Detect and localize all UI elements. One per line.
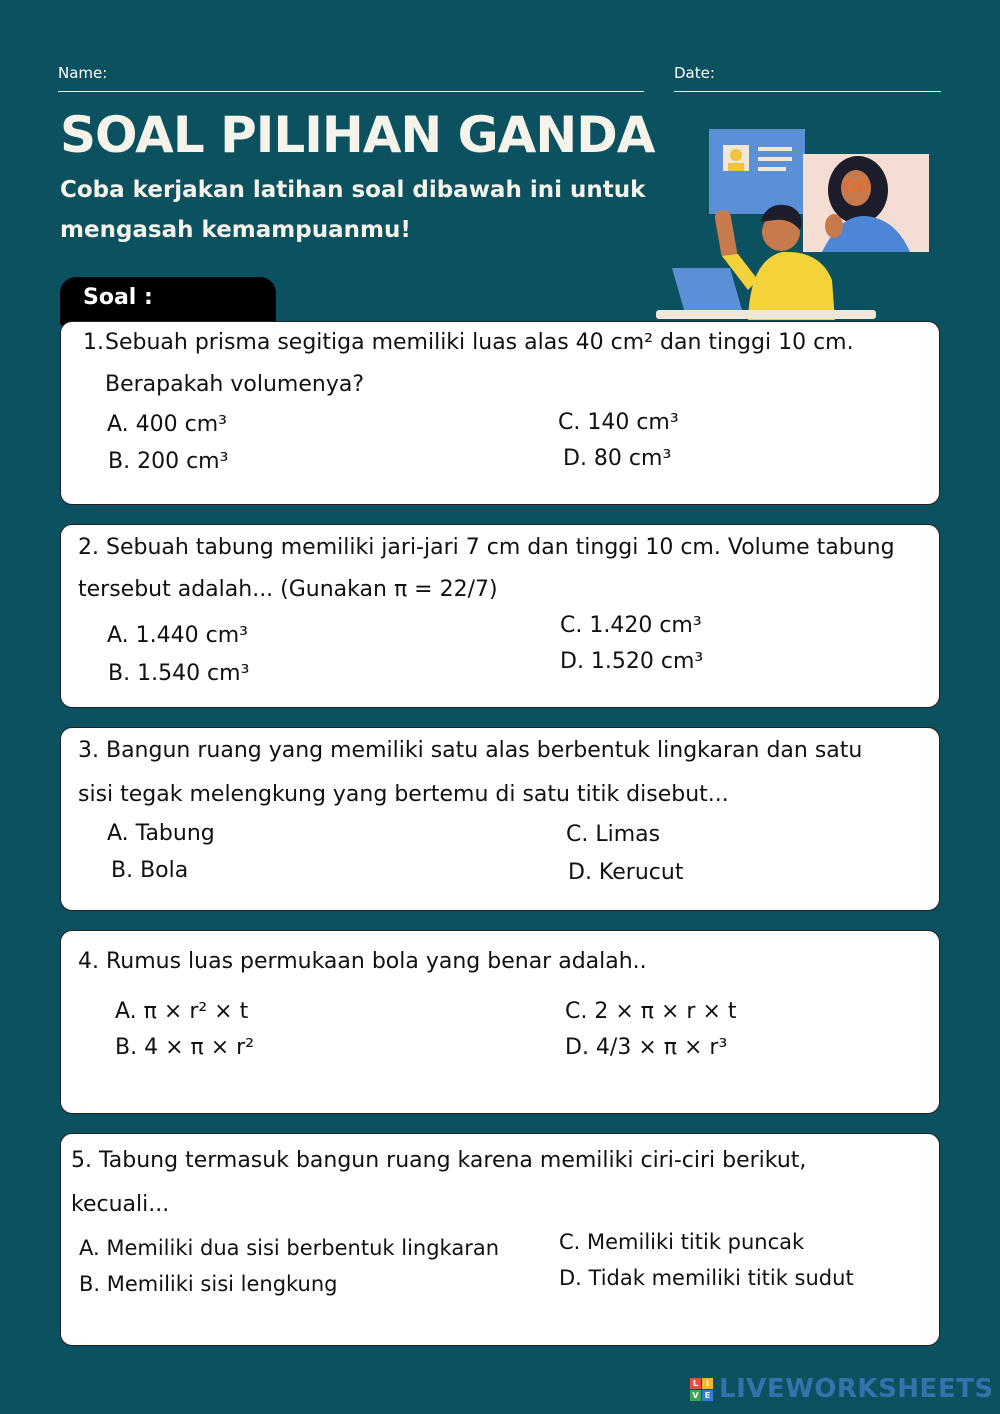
question-1-option-d[interactable]: D. 80 cm³ [563,446,672,471]
page-title: SOAL PILIHAN GANDA [60,106,655,164]
question-1-option-b[interactable]: B. 200 cm³ [108,449,229,474]
question-3-text: 3. Bangun ruang yang memiliki satu alas berbentuk lingkaran dan satu [78,738,863,763]
liveworksheets-logo-icon: L I V E [690,1378,713,1401]
video-call-illustration [650,120,940,320]
question-2-text: 2. Sebuah tabung memiliki jari-jari 7 cm dan tinggi 10 cm. Volume tabung [78,535,895,560]
question-card-4 [60,930,940,1114]
question-4-option-b[interactable]: B. 4 × π × r² [115,1035,255,1060]
question-5-option-b[interactable]: B. Memiliki sisi lengkung [79,1272,338,1296]
date-field[interactable] [674,64,941,92]
question-2-option-b[interactable]: B. 1.540 cm³ [108,661,250,686]
question-3-option-b[interactable]: B. Bola [111,858,189,883]
question-3-option-a[interactable]: A. Tabung [107,821,215,846]
question-5-option-c[interactable]: C. Memiliki titik puncak [559,1230,805,1254]
question-5-option-a[interactable]: A. Memiliki dua sisi berbentuk lingkaran [79,1236,500,1260]
question-2-text-cont: tersebut adalah... (Gunakan π = 22/7) [78,577,498,602]
question-card-1 [60,321,940,505]
question-card-3 [60,727,940,911]
question-3-option-c[interactable]: C. Limas [566,822,661,847]
question-5-option-d[interactable]: D. Tidak memiliki titik sudut [559,1266,854,1290]
question-2-option-a[interactable]: A. 1.440 cm³ [107,623,248,648]
liveworksheets-watermark [690,1374,994,1404]
question-card-2 [60,524,940,708]
name-field[interactable] [58,64,644,92]
question-1-option-c[interactable]: C. 140 cm³ [558,410,679,435]
watermark-text: LIVEWORKSHEETS [719,1374,994,1404]
question-2-option-c[interactable]: C. 1.420 cm³ [560,613,702,638]
question-4-option-d[interactable]: D. 4/3 × π × r³ [565,1035,728,1060]
name-label: Name: [58,64,108,82]
question-1-number: 1. [83,330,104,355]
question-1-option-a[interactable]: A. 400 cm³ [107,412,227,437]
question-3-option-d[interactable]: D. Kerucut [568,860,684,885]
date-label: Date: [674,64,715,82]
question-4-option-a[interactable]: A. π × r² × t [115,999,249,1024]
question-5-text-cont: kecuali... [71,1192,170,1217]
soal-section-tab: Soal : [60,277,276,325]
question-1-text: Sebuah prisma segitiga memiliki luas alas 40 cm² dan tinggi 10 cm. [105,330,854,355]
question-4-option-c[interactable]: C. 2 × π × r × t [565,999,737,1024]
question-1-text-cont: Berapakah volumenya? [105,372,364,397]
question-4-text: 4. Rumus luas permukaan bola yang benar adalah.. [78,949,647,974]
laptop-shape [672,268,742,310]
page-subtitle: Coba kerjakan latihan soal dibawah ini untuk mengasah kemampuanmu! [60,177,646,243]
question-3-text-cont: sisi tegak melengkung yang bertemu di satu titik disebut... [78,782,729,807]
question-card-5 [60,1133,940,1346]
id-card-shape [709,129,805,214]
question-2-option-d[interactable]: D. 1.520 cm³ [560,649,704,674]
question-5-text: 5. Tabung termasuk bangun ruang karena memiliki ciri-ciri berikut, [71,1148,807,1173]
